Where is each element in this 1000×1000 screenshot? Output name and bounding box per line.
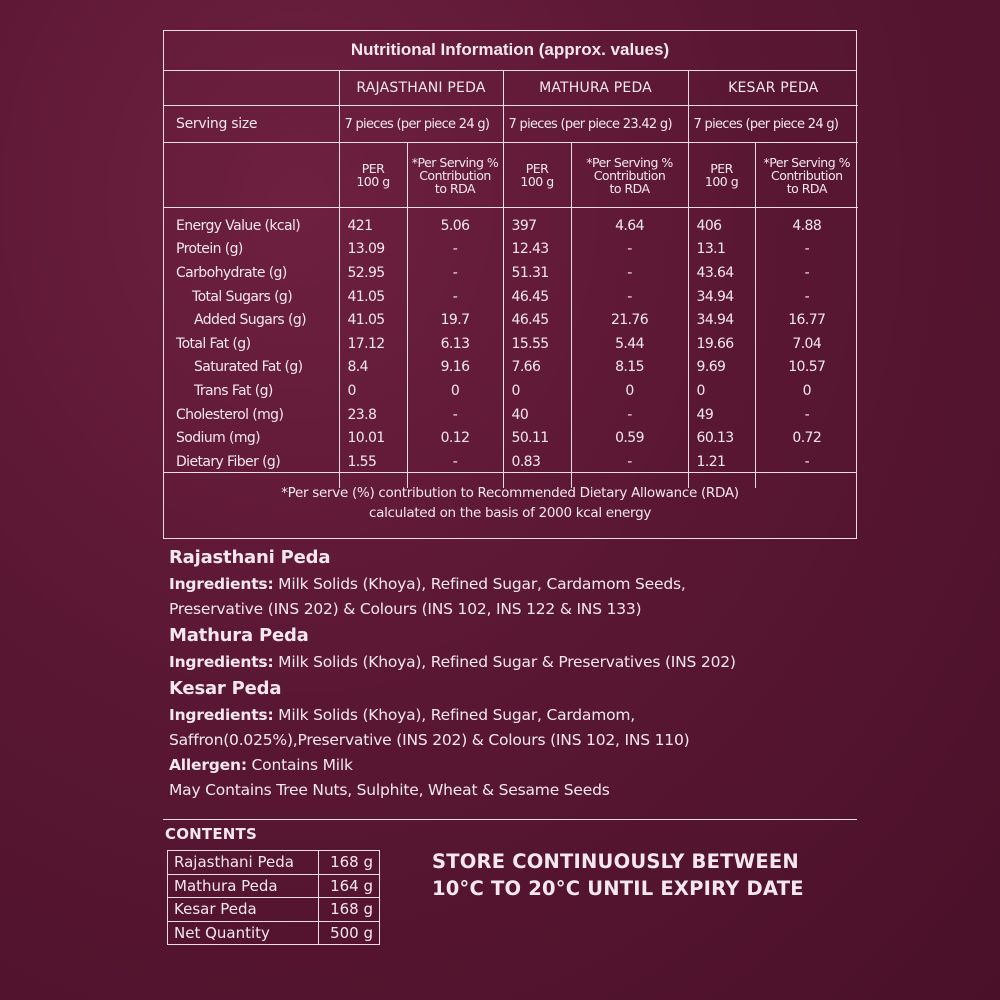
nutrient-row [164, 261, 858, 285]
per100-value: 1.21 [688, 450, 755, 474]
rda-value: - [755, 450, 858, 474]
per100-value: 0 [688, 379, 755, 403]
per100-value: 51.31 [503, 261, 571, 285]
allergen-line: Allergen: Contains Milk [169, 756, 353, 774]
contents-item-name: Mathura Peda [168, 874, 319, 898]
per100-value: 0 [339, 379, 407, 403]
per100-value: 46.45 [503, 285, 571, 309]
nutrient-label: Carbohydrate (g) [176, 264, 287, 281]
nutrition-table [163, 30, 857, 539]
per100-value: 34.94 [688, 285, 755, 309]
rda-value: 0 [407, 379, 503, 403]
contents-row [168, 898, 380, 922]
product-header-row [164, 71, 858, 106]
serving-kesar: 7 pieces (per piece 24 g) [688, 106, 858, 143]
rda-value: - [755, 261, 858, 285]
rda-value: - [571, 261, 688, 285]
rda-value: - [407, 450, 503, 474]
per100-value: 8.4 [339, 356, 407, 380]
column-header-row [164, 143, 858, 208]
rda-value: 6.13 [407, 332, 503, 356]
rda-header: *Per Serving % Contribution to RDA [755, 143, 858, 208]
per100-value: 0.83 [503, 450, 571, 474]
nutrient-label: Saturated Fat (g) [194, 359, 303, 376]
contents-title: CONTENTS [165, 825, 257, 843]
serving-rajasthani: 7 pieces (per piece 24 g) [339, 106, 503, 143]
per100-value: 46.45 [503, 308, 571, 332]
nutrient-row [164, 450, 858, 474]
rda-value: - [407, 238, 503, 262]
rda-value: 8.15 [571, 356, 688, 380]
per100-value: 52.95 [339, 261, 407, 285]
storage-instructions: STORE CONTINUOUSLY BETWEEN 10°C TO 20°C UNTIL EXPIRY DATE [432, 850, 804, 900]
rda-value: - [755, 403, 858, 427]
contents-table [167, 850, 380, 945]
nutrient-row [164, 379, 858, 403]
nutrient-row [164, 403, 858, 427]
rda-value: 5.44 [571, 332, 688, 356]
rda-value: 7.04 [755, 332, 858, 356]
rda-value: - [571, 238, 688, 262]
nutrient-row [164, 238, 858, 262]
serving-row [164, 106, 858, 143]
kesar-ingredients: Ingredients: Milk Solids (Khoya), Refined Sugar, Cardamom, [169, 706, 636, 724]
product-mathura: MATHURA PEDA [503, 71, 688, 106]
nutrient-label: Sodium (mg) [176, 430, 261, 447]
rajasthani-ingredients: Ingredients: Milk Solids (Khoya), Refined Sugar, Cardamom Seeds, [169, 575, 686, 593]
contents-item-qty: 168 g [319, 851, 380, 875]
contents-item-qty: 168 g [319, 898, 380, 922]
contents-item-name: Kesar Peda [168, 898, 319, 922]
rda-value: 5.06 [407, 208, 503, 238]
per100-value: 41.05 [339, 285, 407, 309]
contents-row [168, 874, 380, 898]
mathura-title: Mathura Peda [169, 625, 309, 646]
nutrient-label: Total Fat (g) [176, 335, 251, 352]
nutrient-label: Trans Fat (g) [194, 382, 273, 399]
rda-value: 0.59 [571, 426, 688, 450]
per100-value: 49 [688, 403, 755, 427]
mathura-ingredients: Ingredients: Milk Solids (Khoya), Refined Sugar & Preservatives (INS 202) [169, 653, 736, 671]
nutrient-row [164, 308, 858, 332]
rda-value: 4.88 [755, 208, 858, 238]
per100-value: 41.05 [339, 308, 407, 332]
contents-row [168, 921, 380, 945]
per100-value: 19.66 [688, 332, 755, 356]
nutrient-row [164, 208, 858, 238]
per100-value: 13.1 [688, 238, 755, 262]
rda-value: - [407, 403, 503, 427]
per100-value: 7.66 [503, 356, 571, 380]
nutrient-label: Protein (g) [176, 241, 243, 258]
contents-item-qty: 164 g [319, 874, 380, 898]
per100-value: 43.64 [688, 261, 755, 285]
rda-value: - [407, 261, 503, 285]
rda-value: 0.72 [755, 426, 858, 450]
rda-value: - [407, 285, 503, 309]
nutrient-label: Dietary Fiber (g) [176, 453, 281, 470]
per100-value: 23.8 [339, 403, 407, 427]
per100-value: 60.13 [688, 426, 755, 450]
per100-header: PER 100 g [339, 143, 407, 208]
rda-value: 10.57 [755, 356, 858, 380]
per100-value: 421 [339, 208, 407, 238]
per100-value: 1.55 [339, 450, 407, 474]
contents-row [168, 851, 380, 875]
per100-value: 9.69 [688, 356, 755, 380]
product-kesar: KESAR PEDA [688, 71, 858, 106]
per100-value: 50.11 [503, 426, 571, 450]
nutrient-row [164, 426, 858, 450]
per100-value: 12.43 [503, 238, 571, 262]
nutrient-label: Total Sugars (g) [192, 288, 293, 305]
serving-mathura: 7 pieces (per piece 23.42 g) [503, 106, 688, 143]
ingredients-section [169, 544, 869, 803]
rda-value: 21.76 [571, 308, 688, 332]
rda-value: 0 [571, 379, 688, 403]
contents-item-qty: 500 g [319, 921, 380, 945]
per100-value: 406 [688, 208, 755, 238]
rda-value: 4.64 [571, 208, 688, 238]
serving-label: Serving size [164, 106, 339, 143]
nutrient-label: Cholesterol (mg) [176, 406, 284, 423]
rda-value: 0.12 [407, 426, 503, 450]
per100-value: 10.01 [339, 426, 407, 450]
rda-header: *Per Serving % Contribution to RDA [407, 143, 503, 208]
nutrient-label: Added Sugars (g) [194, 312, 306, 329]
rda-value: - [571, 450, 688, 474]
per100-value: 397 [503, 208, 571, 238]
per100-value: 0 [503, 379, 571, 403]
rda-value: 19.7 [407, 308, 503, 332]
rda-value: 0 [755, 379, 858, 403]
rajasthani-title: Rajasthani Peda [169, 547, 331, 568]
rda-value: 9.16 [407, 356, 503, 380]
nutrient-row [164, 285, 858, 309]
kesar-title: Kesar Peda [169, 678, 282, 699]
rda-value: 16.77 [755, 308, 858, 332]
rda-footnote: *Per serve (%) contribution to Recommended Dietary Allowance (RDA) calculated on the basis of 2000 kcal energy [164, 472, 856, 538]
nutrient-row [164, 356, 858, 380]
rda-value: - [571, 403, 688, 427]
per100-value: 34.94 [688, 308, 755, 332]
per100-header: PER 100 g [688, 143, 755, 208]
nutrient-label: Energy Value (kcal) [176, 217, 301, 234]
rda-value: - [755, 285, 858, 309]
per100-value: 40 [503, 403, 571, 427]
rda-value: - [571, 285, 688, 309]
kesar-ingredients-2: Saffron(0.025%),Preservative (INS 202) & Colours (INS 102, INS 110) [169, 731, 690, 749]
contents-item-name: Net Quantity [168, 921, 319, 945]
product-rajasthani: RAJASTHANI PEDA [339, 71, 503, 106]
rda-value: - [755, 238, 858, 262]
nutrition-title: Nutritional Information (approx. values) [164, 31, 856, 71]
rajasthani-ingredients-2: Preservative (INS 202) & Colours (INS 102, INS 122 & INS 133) [169, 600, 642, 618]
per100-value: 17.12 [339, 332, 407, 356]
may-contain-line: May Contains Tree Nuts, Sulphite, Wheat & Sesame Seeds [169, 781, 610, 799]
contents-divider [163, 819, 857, 820]
contents-item-name: Rajasthani Peda [168, 851, 319, 875]
nutrient-row [164, 332, 858, 356]
per100-value: 15.55 [503, 332, 571, 356]
per100-value: 13.09 [339, 238, 407, 262]
rda-header: *Per Serving % Contribution to RDA [571, 143, 688, 208]
nutrition-grid [164, 71, 858, 488]
per100-header: PER 100 g [503, 143, 571, 208]
